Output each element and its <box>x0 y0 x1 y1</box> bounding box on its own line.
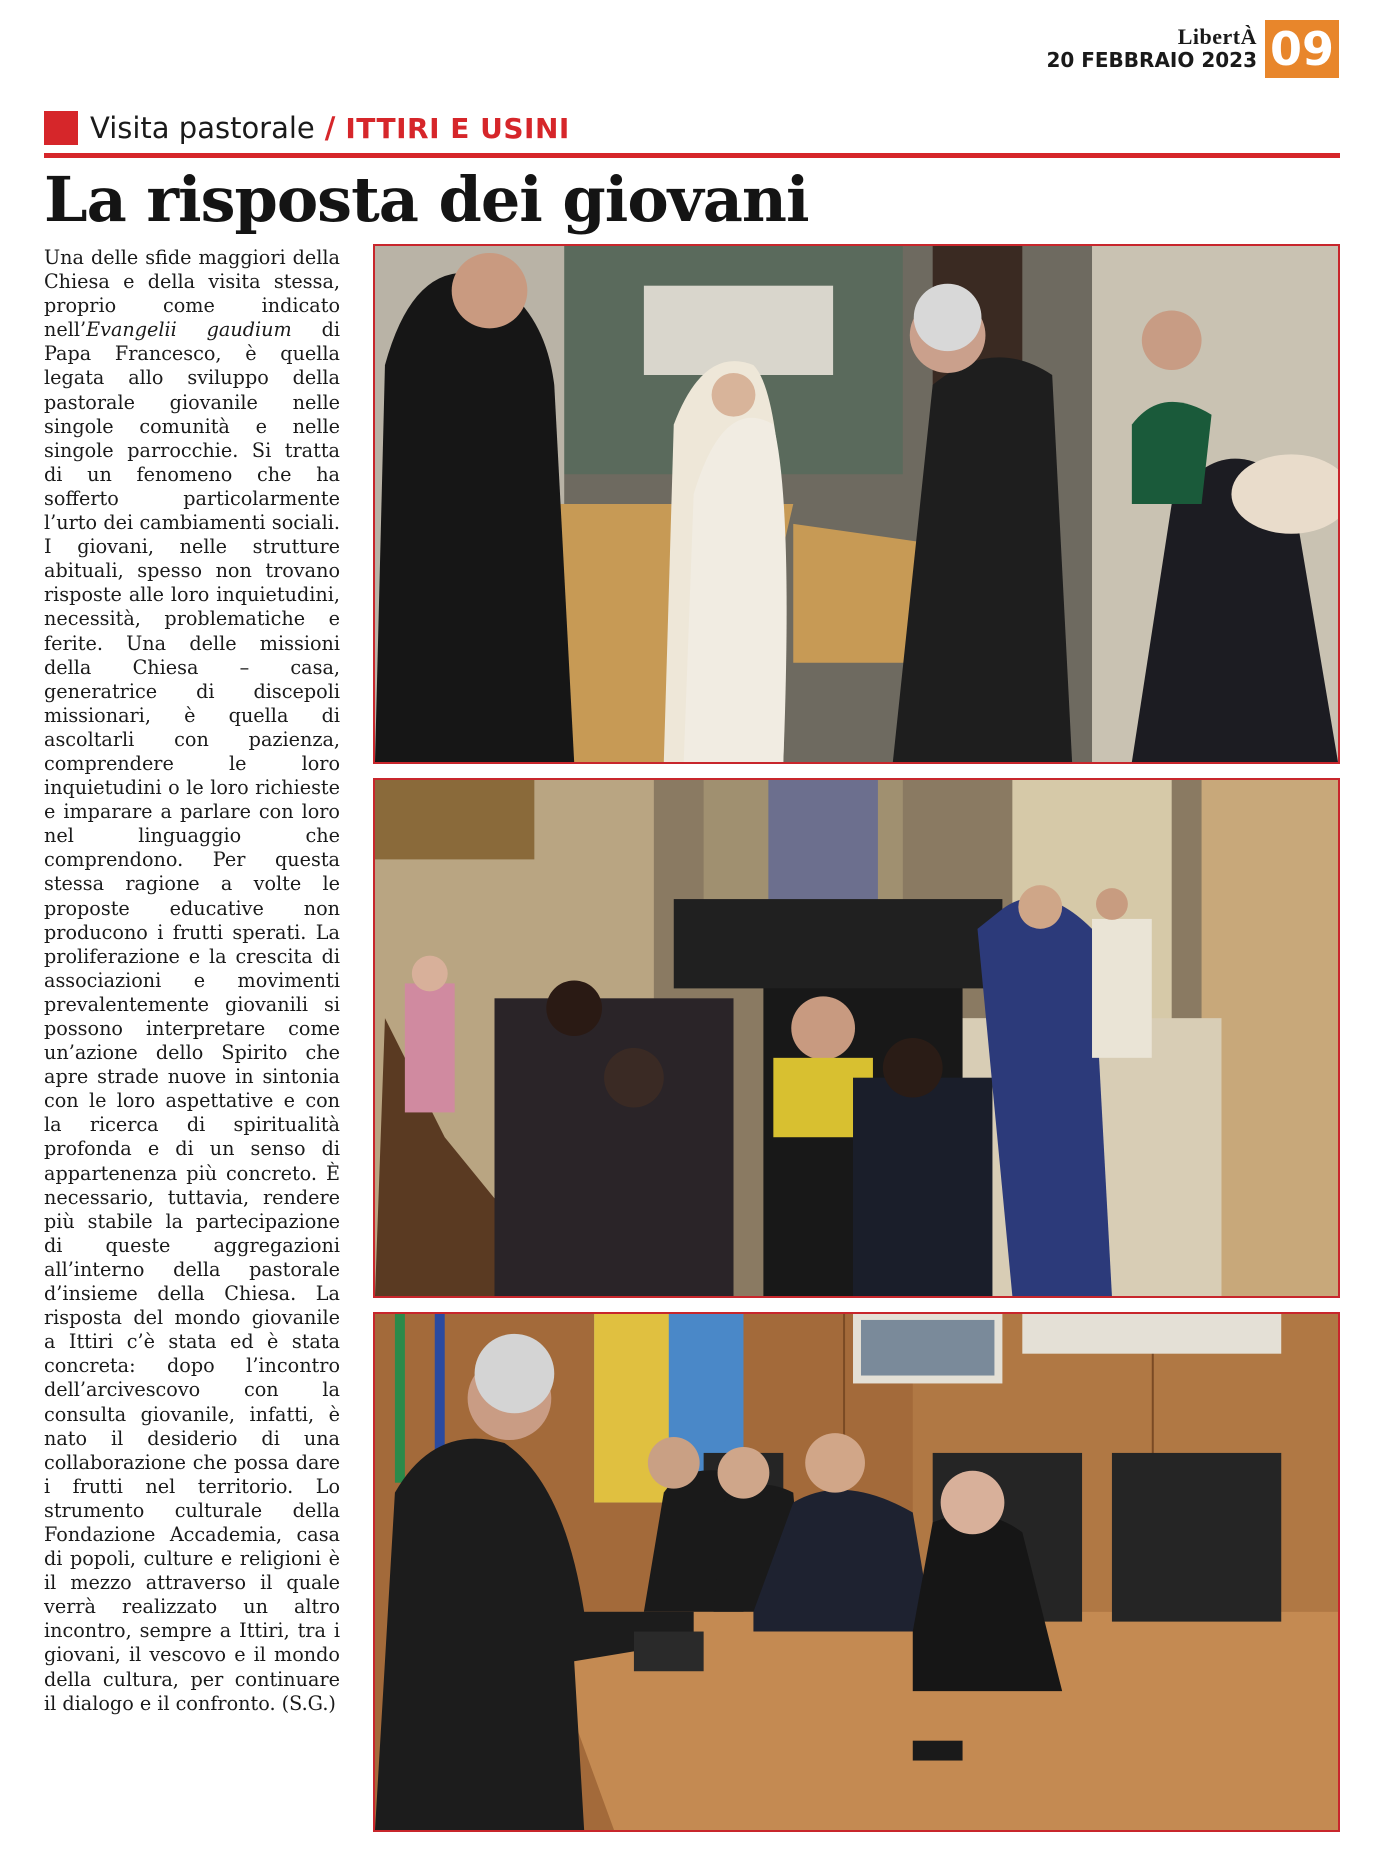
section-header <box>44 108 570 148</box>
newspaper-logo: LibertÀ <box>1177 24 1257 49</box>
section-separator: / <box>324 111 336 145</box>
masthead-text <box>1046 26 1257 72</box>
article-body <box>44 246 340 1846</box>
photo-2-illustration <box>375 780 1338 1296</box>
masthead <box>1046 20 1339 78</box>
photo-children-with-candles <box>373 778 1340 1298</box>
article-title: La risposta dei giovani <box>44 163 809 236</box>
photo-bishop-greeting-girls <box>373 244 1340 764</box>
section-marker-icon <box>44 111 78 145</box>
page-number-badge: 09 <box>1265 20 1339 78</box>
body-text-italic: Evangelii gaudium <box>86 318 292 342</box>
body-text-start: Una delle sfide maggiori della Chiesa e della visita stessa, proprio come indicato nell’ <box>44 246 340 342</box>
section-location: ITTIRI E USINI <box>345 111 570 145</box>
photo-3-illustration <box>375 1314 1338 1830</box>
issue-date: 20 FEBBRAIO 2023 <box>1046 48 1257 72</box>
body-text-end: di Papa Francesco, è quella legata allo sviluppo della pastorale giovanile nelle singole comunità e nelle singole parrocchie. Si tratta di un fenomeno che ha sofferto particolarmente l’urto dei cambiamenti sociali. I giovani, nelle strutture abituali, spesso non trovano risposte alle loro inquietudini, necessità, problematiche e ferite. Una delle missioni della Chiesa – casa, generatrice di discepoli missionari, è quella di ascoltarli con pazienza, comprendere le loro inquietudini o le loro richieste e imparare a parlare con loro nel linguaggio che comprendono. Per questa stessa ragione a volte le proposte educative non producono i frutti sperati. La proliferazione e la crescita di associazioni e movimenti prevalentemente giovanili si possono interpretare come un’azione dello Spirito che apre strade nuove in sintonia con le loro aspettative e con la ricerca di spiritualità profonda e di un senso di appartenenza più concreto. È necessario, tuttavia, rendere più stabile la partecipazione di queste aggregazioni all’interno della pastorale d’insieme della Chiesa. La risposta del mondo giovanile a Ittiri c’è stata ed è stata concreta: dopo l’incontro dell’arcivescovo con la consulta giovanile, infatti, è nato il desiderio di una collaborazione che possa dare i frutti nel territorio. Lo strumento culturale della Fondazione Accademia, casa di popoli, culture e religioni è il mezzo attraverso il quale verrà realizzato un altro incontro, sempre a Ittiri, tra i giovani, il vescovo e il mondo della cultura, per continuare il dialogo e il confronto. (S.G.) <box>44 318 340 1715</box>
header-rule <box>44 153 1340 158</box>
photo-bishop-meeting-youth <box>373 1312 1340 1832</box>
section-label: Visita pastorale <box>90 111 315 145</box>
photo-1-illustration <box>375 246 1338 762</box>
